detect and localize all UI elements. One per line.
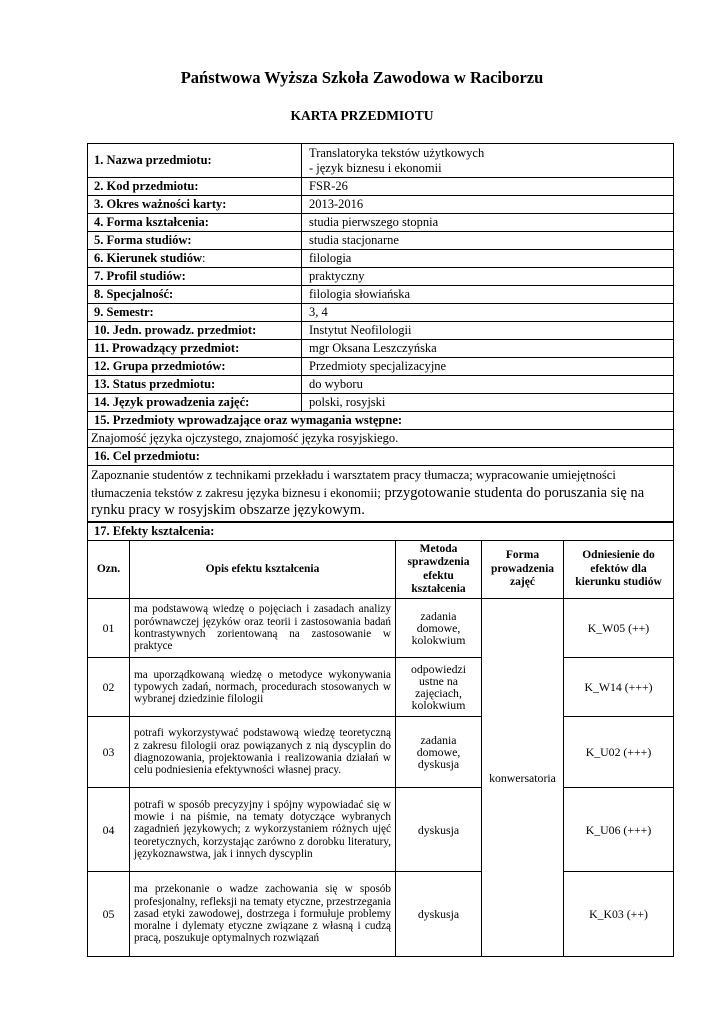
value-course-name	[302, 144, 674, 178]
outcome-method: zadania domowe, dyskusja	[396, 717, 482, 788]
outcome-description: potrafi wykorzystywać podstawową wiedzę teoretyczną z zakresu filologii oraz powiązanych z nią dyscyplin do diagnozowania, projektowania i realizowania działań w celu podniesienia efektywności własnej pracy.	[130, 717, 396, 788]
outcome-reference: K_U06 (+++)	[564, 788, 674, 872]
table-row	[88, 788, 674, 872]
course-name-line2: - język biznesu i ekonomii	[309, 160, 442, 175]
value-field: filologia	[302, 250, 674, 268]
outcome-description: potrafi w sposób precyzyjny i spójny wypowiadać się w mowie i na piśmie, na tematy dotyczące wybranych zagadnień językowych; z wykorzystaniem różnych ujęć teoretycznych, korzystając zarówno z dorobku literatury, językoznawstwa, jak i innych dyscyplin	[130, 788, 396, 872]
label-profile: 7. Profil studiów:	[88, 268, 302, 286]
row-validity	[88, 196, 674, 214]
label-semester: 9. Semestr:	[88, 304, 302, 322]
outcome-method: zadania domowe, kolokwium	[396, 599, 482, 658]
course-name-line1: Translatoryka tekstów użytkowych	[309, 145, 485, 160]
outcome-method: dyskusja	[396, 872, 482, 957]
row-profile	[88, 268, 674, 286]
outcome-method: odpowiedzi ustne na zajęciach, kolokwium	[396, 658, 482, 717]
goal-text-part1: Zapoznanie studentów z technikami przekładu i warsztatem pracy tłumacza; wypracowanie umiejętności tłumaczenia tekstów z zakresu języka biznesu i ekonomii;	[91, 468, 616, 500]
outcomes-title: 17. Efekty kształcenia:	[88, 522, 674, 541]
header-reference: Odniesienie do efektów dla kierunku studiów	[564, 541, 674, 599]
table-row	[88, 717, 674, 788]
label-form: 4. Forma kształcenia:	[88, 214, 302, 232]
outcome-reference: K_W14 (+++)	[564, 658, 674, 717]
value-form: studia pierwszego stopnia	[302, 214, 674, 232]
label-status: 13. Status przedmiotu:	[88, 376, 302, 394]
value-profile: praktyczny	[302, 268, 674, 286]
learning-outcomes-table	[87, 521, 674, 957]
label-prerequisites: 15. Przedmioty wprowadzające oraz wymagania wstępne:	[88, 412, 674, 430]
table-row	[88, 599, 674, 658]
value-group: Przedmioty specjalizacyjne	[302, 358, 674, 376]
value-language: polski, rosyjski	[302, 394, 674, 412]
outcome-id: 05	[88, 872, 130, 957]
outcomes-header-row	[88, 541, 674, 599]
outcome-method: dyskusja	[396, 788, 482, 872]
goal-text-part2: przygotowanie studenta do poruszania się na rynku pracy w rosyjskim obszarze językowym.	[91, 484, 645, 518]
row-spec	[88, 286, 674, 304]
course-info-table	[87, 143, 674, 523]
outcome-id: 01	[88, 599, 130, 658]
row-semester	[88, 304, 674, 322]
outcome-reference: K_U02 (+++)	[564, 717, 674, 788]
value-study-form: studia stacjonarne	[302, 232, 674, 250]
outcome-id: 03	[88, 717, 130, 788]
label-goal: 16. Cel przedmiotu:	[88, 448, 674, 466]
value-code: FSR-26	[302, 178, 674, 196]
header-method: Metoda sprawdzenia efektu kształcenia	[396, 541, 482, 599]
label-unit: 10. Jedn. prowadz. przedmiot:	[88, 322, 302, 340]
value-lecturer: mgr Oksana Leszczyńska	[302, 340, 674, 358]
document-title: KARTA PRZEDMIOTU	[290, 108, 434, 123]
row-prereq-label	[88, 412, 674, 430]
institution-title: Państwowa Wyższa Szkoła Zawodowa w Raciborzu	[180, 68, 544, 87]
label-field	[88, 250, 302, 268]
row-goal-value	[88, 466, 674, 523]
row-code	[88, 178, 674, 196]
row-course-name	[88, 144, 674, 178]
header-description: Opis efektu kształcenia	[130, 541, 396, 599]
label-spec: 8. Specjalność:	[88, 286, 302, 304]
label-field-text: 6. Kierunek studiów	[94, 251, 203, 265]
outcome-description: ma uporządkowaną wiedzę o metodyce wykonywania typowych zadań, normach, procedurach stosowanych w wybranej dziedzinie filologii	[130, 658, 396, 717]
value-semester: 3, 4	[302, 304, 674, 322]
row-language	[88, 394, 674, 412]
value-status: do wyboru	[302, 376, 674, 394]
outcome-reference: K_K03 (++)	[564, 872, 674, 957]
outcomes-title-row	[88, 522, 674, 541]
outcome-id: 04	[88, 788, 130, 872]
label-field-colon: :	[202, 251, 206, 265]
value-spec: filologia słowiańska	[302, 286, 674, 304]
row-field	[88, 250, 674, 268]
value-goal	[88, 466, 674, 523]
table-row	[88, 658, 674, 717]
row-status	[88, 376, 674, 394]
outcome-id: 02	[88, 658, 130, 717]
row-lecturer	[88, 340, 674, 358]
label-language: 14. Język prowadzenia zajęć:	[88, 394, 302, 412]
header-form: Forma prowadzenia zajęć	[482, 541, 564, 599]
outcome-description: ma przekonanie o wadze zachowania się w sposób profesjonalny, refleksji na tematy etyczne, przestrzegania zasad etyki zawodowej, dostrzega i formułuje problemy moralne i dylematy etyczne związane z własną i cudzą pracą, poszukuje optymalnych rozwiązań	[130, 872, 396, 957]
outcome-description: ma podstawową wiedzę o pojęciach i zasadach analizy porównawczej języków oraz teorii i zastosowania badań kontrastywnych zorientowaną na zastosowanie w praktyce	[130, 599, 396, 658]
row-unit	[88, 322, 674, 340]
label-group: 12. Grupa przedmiotów:	[88, 358, 302, 376]
row-goal-label	[88, 448, 674, 466]
outcome-reference: K_W05 (++)	[564, 599, 674, 658]
table-row	[88, 872, 674, 957]
row-form	[88, 214, 674, 232]
label-lecturer: 11. Prowadzący przedmiot:	[88, 340, 302, 358]
label-code: 2. Kod przedmiotu:	[88, 178, 302, 196]
value-validity: 2013-2016	[302, 196, 674, 214]
outcome-form: konwersatoria	[482, 599, 564, 957]
label-validity: 3. Okres ważności karty:	[88, 196, 302, 214]
row-study-form	[88, 232, 674, 250]
header-ozn: Ozn.	[88, 541, 130, 599]
row-prereq-value	[88, 430, 674, 448]
value-unit: Instytut Neofilologii	[302, 322, 674, 340]
value-prerequisites: Znajomość języka ojczystego, znajomość języka rosyjskiego.	[88, 430, 674, 448]
label-course-name: 1. Nazwa przedmiotu:	[88, 144, 302, 178]
row-group	[88, 358, 674, 376]
label-study-form: 5. Forma studiów:	[88, 232, 302, 250]
